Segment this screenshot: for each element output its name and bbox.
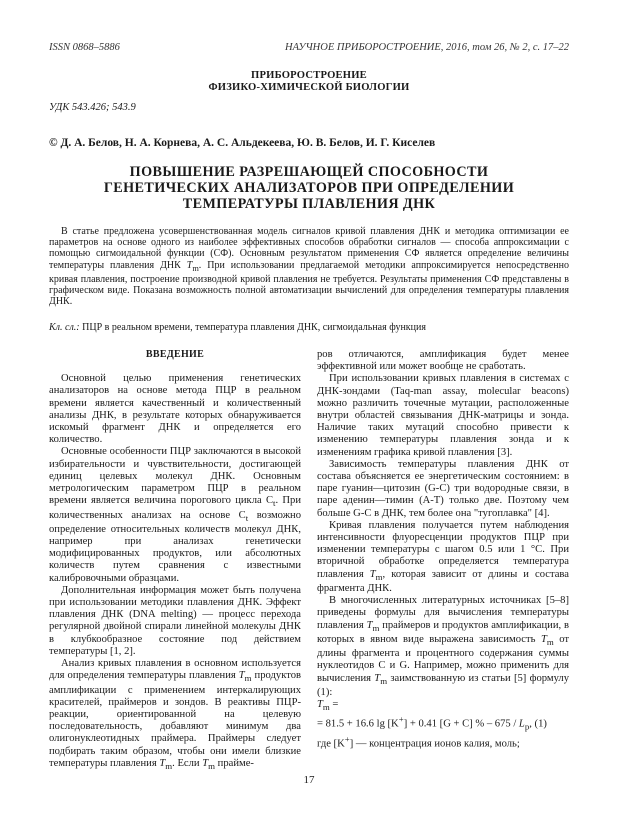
formula-lhs: $T_m$ = <box>317 699 339 713</box>
article-title <box>0 164 618 212</box>
paragraph: Кривая плавления получается путем наблюдения интенсивности флуоресценции продуктов ПЦР при изменении температуры с шагом 0.5 или 1 °C. При вторичной обработке определяется температура плавления $T_m$, которая зависит от длины и состава фрагмента ДНК. <box>317 519 569 594</box>
page-number: 17 <box>303 774 315 786</box>
paragraph: Зависимость температуры плавления ДНК от состава объясняется ее энергетическим состоянием: в паре гуанин—цитозин (G-C) три водородные связи, в паре аденин—тимин (A-T) только две. Поэтому чем больше G-C в ДНК, тем более она "тугоплавка" [4]. <box>317 458 569 519</box>
rubric-line-1: ПРИБОРОСТРОЕНИЕ <box>251 70 367 81</box>
journal-citation: НАУЧНОЕ ПРИБОРОСТРОЕНИЕ, 2016, том 26, № 2, с. 17–22 <box>285 42 569 53</box>
paragraph: Анализ кривых плавления в основном используется для определения температуры плавления $T_m$ продуктов амплификации с применением интеркалирующих красителей, праймеров и зондов. В реактивы ПЦР-реакции, ориентированной на целевую последовательность, добавляют минимум два олигонуклеотидных праймера. Праймеры следует подбирать таким образом, чтобы они имели близкие температуры плавления $T_m$. Если $T_m$ прайме- <box>49 658 301 771</box>
tm-symbol: T <box>186 259 193 271</box>
abstract <box>49 226 569 307</box>
title-line-3: ТЕМПЕРАТУРЫ ПЛАВЛЕНИЯ ДНК <box>182 196 436 212</box>
udk-code: УДК 543.426; 543.9 <box>49 102 136 113</box>
authors: © Д. А. Белов, Н. А. Корнева, А. С. Альдекеева, Ю. В. Белов, И. Г. Киселев <box>49 137 436 149</box>
keywords-label: Кл. сл.: <box>49 322 80 333</box>
right-column <box>317 349 569 751</box>
title-line-2: ГЕНЕТИЧЕСКИХ АНАЛИЗАТОРОВ ПРИ ОПРЕДЕЛЕНИИ <box>103 180 515 196</box>
keywords-text: ПЦР в реальном времени, температура плавления ДНК, сигмоидальная функция <box>79 322 426 333</box>
abstract-part-1: В статье предложена усовершенствованная модель сигналов кривой плавления ДНК и методика оптимизации ее параметров на основе одного из наиболее эффективных способов обработки сигналов — способа аппроксимации с помощью сигмоидальной функции (СФ). Основным результатом применения СФ является определение величины температуры плавления ДНК <box>49 226 569 271</box>
abstract-part-2: . При использовании предлагаемой методики аппроксимируется непосредственно кривая плавления, построение производной кривой плавления не требуется. Результаты применения СФ представлены в графическом виде. Показана возможность полной автоматизации вычислений для определения температуры плавления ДНК. <box>49 259 569 308</box>
paragraph: Дополнительная информация может быть получена при использовании методики плавления ДНК. Эффект плавления ДНК (DNA melting) — процесс перехода регулярной двойной спирали линейной молекулы ДНК в клубкообразное состояние под действием температуры [1, 2]. <box>49 584 301 657</box>
paragraph: В многочисленных литературных источниках [5–8] приведены формулы для вычисления температуры плавления $T_m$ праймеров и продуктов амплификации, в которых в явном виде выражена зависимость $T_m$ от длины фрагмента и процентного содержания суммы нуклеотидов C и G. Например, можно применить для вычисления $T_m$ заимствованную из статьи [5] формулу (1): <box>317 595 569 698</box>
formula-rhs: = 81.5 + 16.6 lg [K+] + 0.41 [G + C] % – $675 / L_p$, (1) <box>317 714 547 733</box>
paragraph: Основной целью применения генетических анализаторов на основе метода ПЦР в реальном времени является качественный и количественный анализы ДНК, в результате которых обнаруживается искомый фрагмент ДНК и определяется его количество. <box>49 373 301 446</box>
paragraph: Основные особенности ПЦР заключаются в высокой избирательности и чувствительности, достигающей единиц целевых молекул ДНК. Основным метрологическим параметром ПЦР в реальном времени является величина порогового цикла $C_t$. При количественных анализах на основе $C_t$ возможно определение относительных количеств молекул ДНК, например при анализах генетически модифицированных продуктов, или абсолютных количеств путем сравнения с известными калибровочными образцами. <box>49 446 302 584</box>
rubric-line-2: ФИЗИКО-ХИМИЧЕСКОЙ БИОЛОГИИ <box>208 82 410 93</box>
tm-subscript: m <box>192 263 199 273</box>
paragraph: При использовании кривых плавления в системах с ДНК-зондами (Taq-man assay, molecular beacons) можно различить точечные мутации, расположенные внутри областей связывания ДНК-матрицы и зонда. Наличие таких мутаций способно привести к изменению температуры плавления зонда и к изменениям графика кривой плавления [3]. <box>317 373 569 458</box>
paragraph-continuation: ров отличаются, амплификация будет менее эффективной или может вообще не сработать. <box>317 349 569 373</box>
section-title-introduction: ВВЕДЕНИЕ <box>145 349 205 360</box>
formula-1 <box>317 699 569 733</box>
title-line-1: ПОВЫШЕНИЕ РАЗРЕШАЮЩЕЙ СПОСОБНОСТИ <box>129 164 489 180</box>
paragraph: где [K+] — концентрация ионов калия, моль; <box>317 734 520 750</box>
keywords <box>49 322 569 334</box>
left-column <box>49 349 301 772</box>
journal-issn: ISSN 0868–5886 <box>49 42 120 53</box>
